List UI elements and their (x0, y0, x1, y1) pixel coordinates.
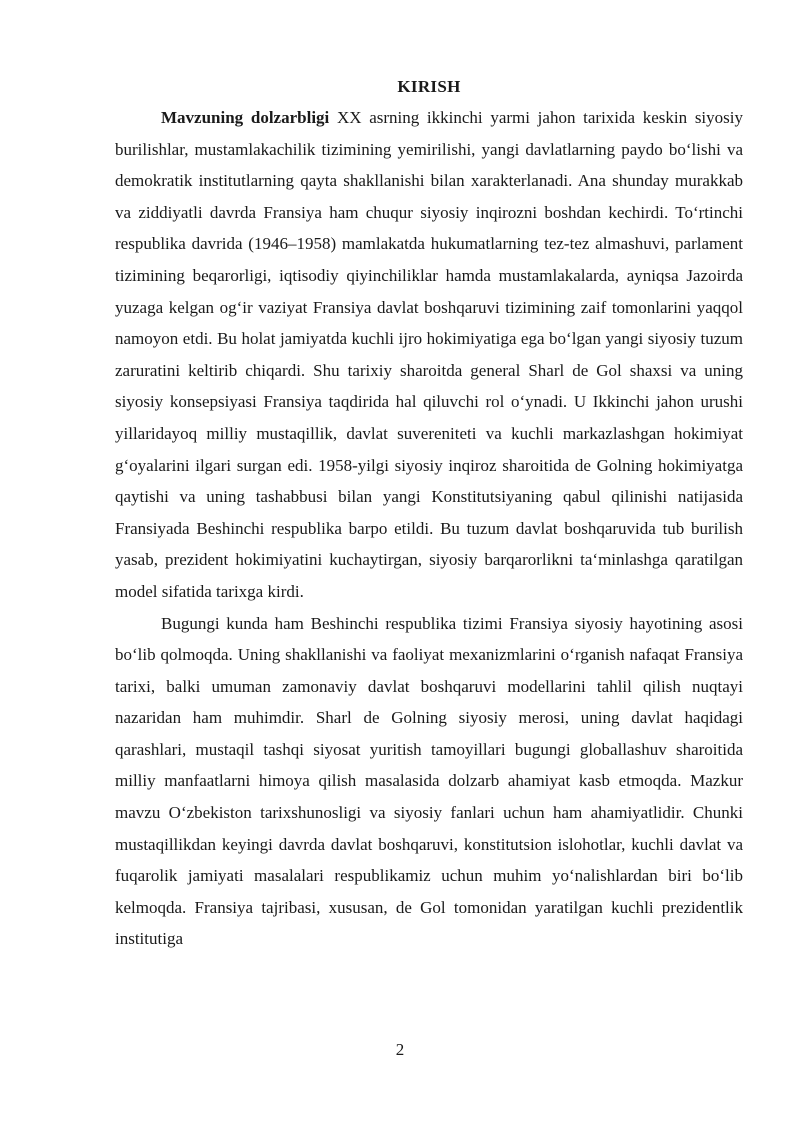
paragraph-lead-term: Mavzuning dolzarbligi (161, 108, 330, 127)
section-heading: KIRISH (397, 77, 461, 96)
page-number: 2 (395, 1040, 405, 1059)
paragraph-relevance (115, 102, 743, 608)
paragraph-today: Bugungi kunda ham Beshinchi respublika tizimi Fransiya siyosiy hayotining asosi bo‘lib qolmoqda. Uning shakllanishi va faoliyat mexanizmlarini o‘rganish nafaqat Fransiya tarixi, balki umuman zamonaviy davlat boshqaruvi modellarini tahlil qilish nuqtayi nazaridan ham muhimdir. Sharl de Golning siyosiy merosi, uning davlat haqidagi qarashlari, mustaqil tashqi siyosat yuritish tamoyillari bugungi globallashuv sharoitida milliy manfaatlarni himoya qilish masalasida dolzarb ahamiyat kasb etmoqda. Mazkur mavzu O‘zbekiston tarixshunosligi va siyosiy fanlari uchun ham ahamiyatlidir. Chunki mustaqillikdan keyingi davrda davlat boshqaruvi, konstitutsion islohotlar, kuchli davlat va fuqarolik jamiyati masalalari respublikamiz uchun muhim yo‘nalishlardan biri bo‘lib kelmoqda. Fransiya tajribasi, xususan, de Gol tomonidan yaratilgan kuchli prezidentlik institutiga (115, 613, 743, 949)
paragraph-relevance-body: XX asrning ikkinchi yarmi jahon tarixida keskin siyosiy burilishlar, mustamlakachilik tizimining yemirilishi, yangi davlatlarning paydo bo‘lishi va demokratik institutlarning qayta shakllanishi bilan xarakterlanadi. Ana shunday murakkab va ziddiyatli davrda Fransiya ham chuqur siyosiy inqirozni boshdan kechirdi. To‘rtinchi respublika davrida (1946–1958) mamlakatda hukumatlarning tez-tez almashuvi, parlament tizimining beqarorligi, iqtisodiy qiyinchiliklar hamda mustamlakalarda, ayniqsa Jazoirda yuzaga kelgan og‘ir vaziyat Fransiya davlat boshqaruvi tizimining zaif tomonlarini yaqqol namoyon etdi. Bu holat jamiyatda kuchli ijro hokimiyatiga ega bo‘lgan yangi siyosiy tuzum zaruratini keltirib chiqardi. Shu tarixiy sharoitda general Sharl de Gol shaxsi va uning siyosiy konsepsiyasi Fransiya taqdirida hal qiluvchi rol o‘ynadi. U Ikkinchi jahon urushi yillaridayoq milliy mustaqillik, davlat suvereniteti va kuchli markazlashgan hokimiyat g‘oyalarini ilgari surgan edi. 1958-yilgi siyosiy inqiroz sharoitida de Golning hokimiyatga qaytishi va uning tashabbusi bilan yangi Konstitutsiyaning qabul qilinishi natijasida Fransiyada Beshinchi respublika barpo etildi. Bu tuzum davlat boshqaruvida tub burilish yasab, prezident hokimiyatini kuchaytirgan, siyosiy barqarorlikni ta‘minlashga qaratilgan model sifatida tarixga kirdi. (115, 108, 743, 601)
document-page (115, 72, 743, 955)
